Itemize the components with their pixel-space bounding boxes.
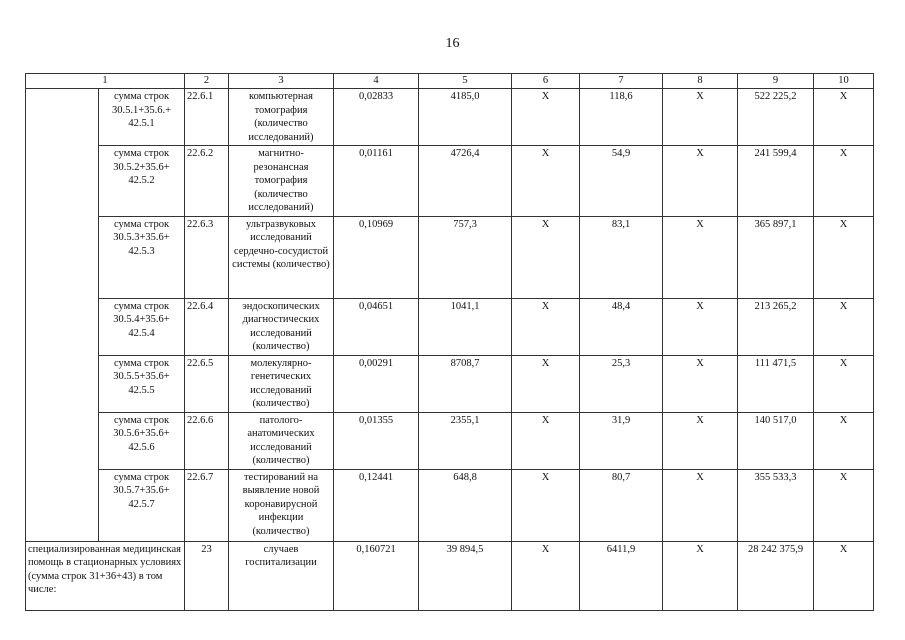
- header-cell: 10: [814, 74, 874, 89]
- value-cell: 6411,9: [580, 541, 663, 610]
- table-row: [26, 355, 874, 412]
- formula-cell: сумма строк 30.5.6+35.6+ 42.5.6: [99, 412, 185, 469]
- formula-cell: сумма строк 30.5.7+35.6+ 42.5.7: [99, 469, 185, 541]
- value-cell: 4185,0: [419, 89, 512, 146]
- value-cell: 757,3: [419, 216, 512, 298]
- value-cell: 4726,4: [419, 146, 512, 217]
- value-cell: 39 894,5: [419, 541, 512, 610]
- value-cell: 80,7: [580, 469, 663, 541]
- table-row: [26, 216, 874, 298]
- table-row: [26, 298, 874, 355]
- unit-cell: эндоскопических диагностических исследований (количество): [229, 298, 334, 355]
- value-cell: X: [512, 146, 580, 217]
- value-cell: X: [663, 412, 738, 469]
- value-cell: 1041,1: [419, 298, 512, 355]
- header-cell: 9: [738, 74, 814, 89]
- value-cell: X: [663, 355, 738, 412]
- summary-name-cell: специализированная медицинская помощь в стационарных условиях (сумма строк 31+36+43) в том числе:: [26, 541, 185, 610]
- value-cell: 365 897,1: [738, 216, 814, 298]
- value-cell: 28 242 375,9: [738, 541, 814, 610]
- code-cell: 22.6.1: [185, 89, 229, 146]
- unit-cell: ультразвуковых исследований сердечно-сосудистой системы (количество): [229, 216, 334, 298]
- value-cell: X: [512, 469, 580, 541]
- value-cell: 31,9: [580, 412, 663, 469]
- value-cell: 118,6: [580, 89, 663, 146]
- header-cell: 1: [26, 74, 185, 89]
- header-cell: 5: [419, 74, 512, 89]
- empty-group-cell: [26, 89, 99, 542]
- value-cell: 648,8: [419, 469, 512, 541]
- value-cell: X: [814, 355, 874, 412]
- unit-cell: компьютерная томография (количество исследований): [229, 89, 334, 146]
- value-cell: 0,01355: [334, 412, 419, 469]
- value-cell: X: [663, 89, 738, 146]
- value-cell: X: [814, 298, 874, 355]
- header-cell: 7: [580, 74, 663, 89]
- value-cell: 111 471,5: [738, 355, 814, 412]
- value-cell: X: [512, 216, 580, 298]
- unit-cell: случаев госпитализации: [229, 541, 334, 610]
- table-row: [26, 469, 874, 541]
- table-row: [26, 89, 874, 146]
- value-cell: X: [814, 89, 874, 146]
- value-cell: 0,12441: [334, 469, 419, 541]
- value-cell: X: [814, 412, 874, 469]
- header-cell: 3: [229, 74, 334, 89]
- value-cell: 25,3: [580, 355, 663, 412]
- code-cell: 22.6.2: [185, 146, 229, 217]
- formula-cell: сумма строк 30.5.2+35.6+ 42.5.2: [99, 146, 185, 217]
- value-cell: X: [663, 541, 738, 610]
- unit-cell: тестирований на выявление новой коронавирусной инфекции (количество): [229, 469, 334, 541]
- formula-cell: сумма строк 30.5.1+35.6.+ 42.5.1: [99, 89, 185, 146]
- value-cell: 522 225,2: [738, 89, 814, 146]
- formula-cell: сумма строк 30.5.3+35.6+ 42.5.3: [99, 216, 185, 298]
- value-cell: X: [663, 298, 738, 355]
- table-row: [26, 412, 874, 469]
- value-cell: 0,04651: [334, 298, 419, 355]
- header-cell: 6: [512, 74, 580, 89]
- unit-cell: молекулярно-генетических исследований (количество): [229, 355, 334, 412]
- value-cell: 0,160721: [334, 541, 419, 610]
- value-cell: 0,02833: [334, 89, 419, 146]
- value-cell: 140 517,0: [738, 412, 814, 469]
- value-cell: 213 265,2: [738, 298, 814, 355]
- value-cell: 0,10969: [334, 216, 419, 298]
- data-table: [25, 73, 874, 611]
- header-cell: 8: [663, 74, 738, 89]
- formula-cell: сумма строк 30.5.4+35.6+ 42.5.4: [99, 298, 185, 355]
- value-cell: 0,01161: [334, 146, 419, 217]
- header-row: [26, 74, 874, 89]
- formula-cell: сумма строк 30.5.5+35.6+ 42.5.5: [99, 355, 185, 412]
- code-cell: 22.6.6: [185, 412, 229, 469]
- value-cell: X: [512, 412, 580, 469]
- code-cell: 22.6.3: [185, 216, 229, 298]
- value-cell: 8708,7: [419, 355, 512, 412]
- value-cell: 83,1: [580, 216, 663, 298]
- value-cell: X: [814, 541, 874, 610]
- value-cell: 355 533,3: [738, 469, 814, 541]
- code-cell: 22.6.4: [185, 298, 229, 355]
- table-row-summary: [26, 541, 874, 610]
- value-cell: X: [663, 216, 738, 298]
- page-number: 16: [445, 36, 460, 51]
- code-cell: 22.6.5: [185, 355, 229, 412]
- value-cell: 241 599,4: [738, 146, 814, 217]
- value-cell: X: [814, 469, 874, 541]
- value-cell: X: [512, 355, 580, 412]
- header-cell: 2: [185, 74, 229, 89]
- table-row: [26, 146, 874, 217]
- unit-cell: патолого-анатомических исследований (количество): [229, 412, 334, 469]
- value-cell: 0,00291: [334, 355, 419, 412]
- code-cell: 23: [185, 541, 229, 610]
- unit-cell: магнитно-резонансная томография (количество исследований): [229, 146, 334, 217]
- value-cell: 2355,1: [419, 412, 512, 469]
- value-cell: X: [512, 541, 580, 610]
- header-cell: 4: [334, 74, 419, 89]
- value-cell: X: [512, 89, 580, 146]
- value-cell: X: [814, 216, 874, 298]
- value-cell: X: [814, 146, 874, 217]
- value-cell: X: [663, 146, 738, 217]
- value-cell: X: [663, 469, 738, 541]
- code-cell: 22.6.7: [185, 469, 229, 541]
- value-cell: 54,9: [580, 146, 663, 217]
- value-cell: X: [512, 298, 580, 355]
- value-cell: 48,4: [580, 298, 663, 355]
